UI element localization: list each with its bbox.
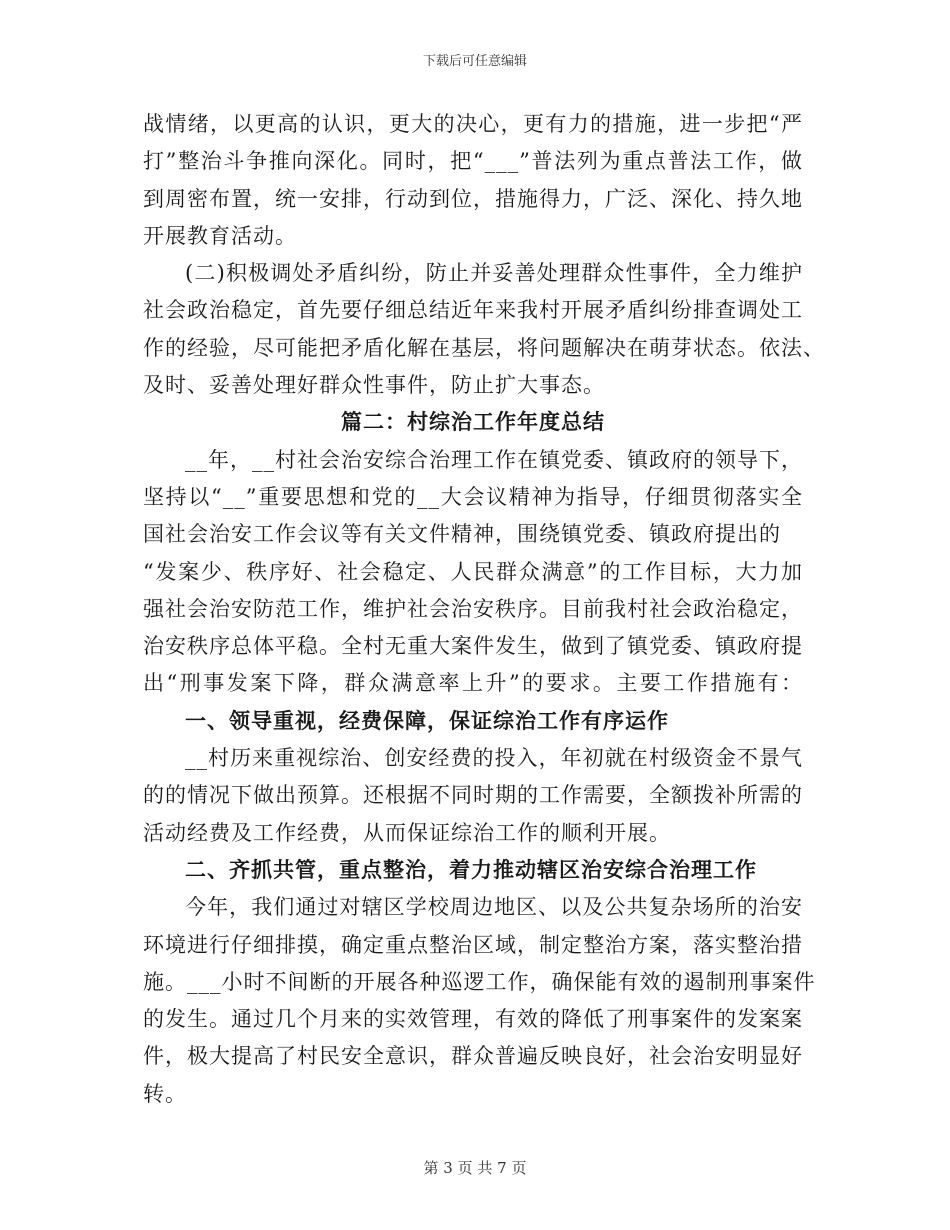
paragraph-line: 治安秩序总体平稳。全村无重大案件发生，做到了镇党委、镇政府提: [143, 634, 803, 659]
subsection-heading: 一、领导重视，经费保障，保证综治工作有序运作: [185, 708, 669, 733]
paragraph-line: 活动经费及工作经费，从而保证综治工作的顺利开展。: [143, 820, 671, 845]
paragraph-line: 环境进行仔细排摸，确定重点整治区域，制定整治方案，落实整治措: [143, 932, 803, 957]
document-body: [143, 106, 825, 1113]
paragraph-line: 件，极大提高了村民安全意识，群众普遍反映良好，社会治安明显好: [143, 1044, 803, 1069]
paragraph-line: 开展教育活动。: [143, 223, 297, 248]
paragraph-line: 国社会治安工作会议等有关文件精神，围绕镇党委、镇政府提出的: [143, 522, 781, 547]
paragraph-line: 作的经验，尽可能把矛盾化解在基层，将问题解决在萌芽状态。依法、: [143, 335, 825, 360]
paragraph-line: 强社会治安防范工作，维护社会治安秩序。目前我村社会政治稳定，: [143, 596, 803, 621]
paragraph-line: “发案少、秩序好、社会稳定、人民群众满意”的工作目标，大力加: [143, 559, 803, 584]
paragraph-line: 到周密布置，统一安排，行动到位，措施得力，广泛、深化、持久地: [143, 186, 803, 211]
paragraph-line: 社会政治稳定，首先要仔细总结近年来我村开展矛盾纠纷排查调处工: [143, 298, 803, 323]
paragraph-line: 战情绪，以更高的认识，更大的决心，更有力的措施，进一步把“严: [143, 112, 803, 136]
paragraph-line: 的的情况下做出预算。还根据不同时期的工作需要，全额拨补所需的: [143, 783, 803, 808]
paragraph-line: __年，__村社会治安综合治理工作在镇党委、镇政府的领导下，: [185, 447, 803, 472]
paragraph-line: 今年，我们通过对辖区学校周边地区、以及公共复杂场所的治安: [185, 895, 803, 920]
paragraph-line: 施。___小时不间断的开展各种巡逻工作，确保能有效的遏制刑事案件: [143, 969, 816, 994]
paragraph-line: 转。: [143, 1081, 187, 1106]
paragraph-line: 打”整治斗争推向深化。同时，把“___”普法列为重点普法工作，做: [143, 149, 803, 174]
page-number: 第 3 页 共 7 页: [423, 1159, 527, 1177]
paragraph-line: 的发生。通过几个月来的实效管理，有效的降低了刑事案件的发案案: [143, 1007, 803, 1032]
paragraph-line: 坚持以“__”重要思想和党的__大会议精神为指导，仔细贯彻落实全: [143, 484, 803, 509]
paragraph-line: __村历来重视综治、创安经费的投入，年初就在村级资金不景气: [185, 746, 803, 771]
paragraph-line: 及时、妥善处理好群众性事件，防止扩大事态。: [143, 373, 605, 398]
page-header: 下载后可任意编辑: [422, 54, 527, 69]
paragraph-line: (二)积极调处矛盾纠纷，防止并妥善处理群众性事件，全力维护: [185, 261, 803, 286]
paragraph-line: 出“刑事发案下降，群众满意率上升”的要求。主要工作措施有：: [143, 671, 803, 696]
subsection-heading: 二、齐抓共管，重点整治，着力推动辖区治安综合治理工作: [185, 857, 757, 882]
section-title: 篇二：村综治工作年度总结: [341, 410, 605, 435]
